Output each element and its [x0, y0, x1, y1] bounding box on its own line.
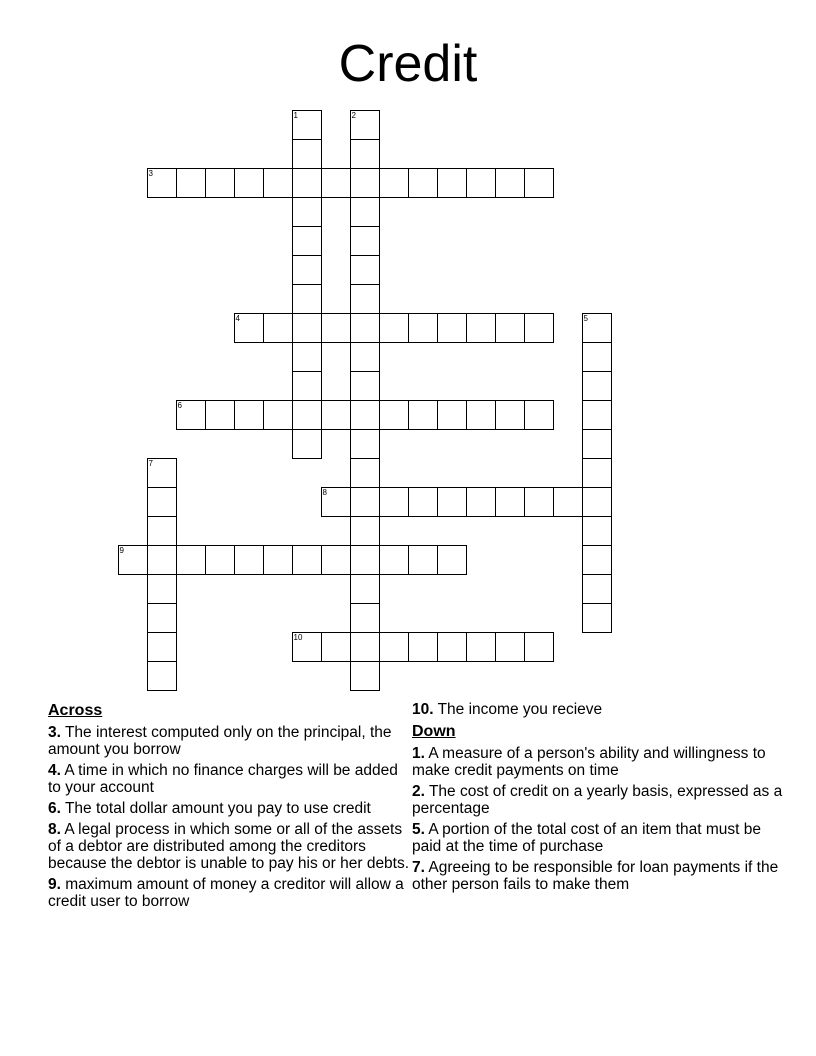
- grid-cell[interactable]: [350, 632, 380, 662]
- grid-cell[interactable]: [147, 168, 177, 198]
- grid-cell[interactable]: [408, 487, 438, 517]
- grid-cell[interactable]: [350, 487, 380, 517]
- grid-cell[interactable]: [582, 516, 612, 546]
- grid-cell[interactable]: [379, 168, 409, 198]
- grid-cell[interactable]: [582, 487, 612, 517]
- grid-cell[interactable]: [582, 603, 612, 633]
- grid-cell[interactable]: [147, 487, 177, 517]
- cell-number: 8: [322, 487, 327, 497]
- grid-cell[interactable]: [524, 313, 554, 343]
- clue-down-7: [412, 859, 784, 893]
- grid-cell[interactable]: [147, 632, 177, 662]
- grid-cell[interactable]: [292, 632, 322, 662]
- grid-cell[interactable]: [350, 313, 380, 343]
- grid-cell[interactable]: [350, 371, 380, 401]
- grid-cell[interactable]: [350, 574, 380, 604]
- grid-cell[interactable]: [234, 545, 264, 575]
- cell-number: 9: [119, 545, 124, 555]
- grid-cell[interactable]: [350, 284, 380, 314]
- grid-cell[interactable]: [350, 110, 380, 140]
- grid-cell[interactable]: [350, 545, 380, 575]
- grid-cell[interactable]: [292, 197, 322, 227]
- cell-number: 2: [351, 110, 356, 120]
- clue-text: The interest computed only on the principal, the amount you borrow: [48, 724, 392, 758]
- grid-cell[interactable]: [437, 168, 467, 198]
- across-clues: [48, 701, 410, 914]
- clue-text: A portion of the total cost of an item that must be paid at the time of purchase: [412, 821, 761, 855]
- grid-cell[interactable]: [495, 487, 525, 517]
- grid-cell[interactable]: [292, 371, 322, 401]
- clue-text: A legal process in which some or all of the assets of a debtor are distributed among the creditors because the debtor is unable to pay his or her debts.: [48, 821, 410, 872]
- grid-cell[interactable]: [350, 429, 380, 459]
- clue-down-2: [412, 783, 784, 817]
- grid-cell[interactable]: [350, 516, 380, 546]
- grid-cell[interactable]: [524, 400, 554, 430]
- grid-cell[interactable]: [292, 110, 322, 140]
- grid-cell[interactable]: [408, 400, 438, 430]
- grid-cell[interactable]: [176, 400, 206, 430]
- grid-cell[interactable]: [582, 313, 612, 343]
- clue-across-8: [48, 821, 410, 872]
- grid-cell[interactable]: [205, 168, 235, 198]
- clue-number: 3.: [48, 724, 61, 741]
- grid-cell[interactable]: [553, 487, 583, 517]
- clue-number: 2.: [412, 783, 425, 800]
- clue-number: 5.: [412, 821, 425, 838]
- grid-cell[interactable]: [350, 342, 380, 372]
- clue-number: 1.: [412, 745, 425, 762]
- grid-cell[interactable]: [495, 400, 525, 430]
- grid-cell[interactable]: [292, 429, 322, 459]
- clue-number: 9.: [48, 876, 61, 893]
- clue-number: 4.: [48, 762, 61, 779]
- grid-cell[interactable]: [524, 168, 554, 198]
- grid-cell[interactable]: [495, 632, 525, 662]
- grid-cell[interactable]: [292, 313, 322, 343]
- grid-cell[interactable]: [263, 168, 293, 198]
- grid-cell[interactable]: [495, 313, 525, 343]
- grid-cell[interactable]: [147, 603, 177, 633]
- grid-cell[interactable]: [408, 313, 438, 343]
- grid-cell[interactable]: [350, 255, 380, 285]
- grid-cell[interactable]: [350, 226, 380, 256]
- down-clues: [412, 701, 784, 897]
- grid-cell[interactable]: [582, 400, 612, 430]
- clue-text: Agreeing to be responsible for loan payments if the other person fails to make them: [412, 859, 779, 893]
- grid-cell[interactable]: [234, 400, 264, 430]
- grid-cell[interactable]: [263, 545, 293, 575]
- grid-cell[interactable]: [321, 168, 351, 198]
- grid-cell[interactable]: [408, 168, 438, 198]
- grid-cell[interactable]: [379, 400, 409, 430]
- grid-cell[interactable]: [582, 342, 612, 372]
- grid-cell[interactable]: [263, 313, 293, 343]
- grid-cell[interactable]: [379, 545, 409, 575]
- clue-text: The total dollar amount you pay to use credit: [64, 800, 371, 817]
- clue-across-4: [48, 762, 410, 796]
- grid-cell[interactable]: [263, 400, 293, 430]
- grid-cell[interactable]: [147, 458, 177, 488]
- grid-cell[interactable]: [495, 168, 525, 198]
- grid-cell[interactable]: [350, 400, 380, 430]
- grid-cell[interactable]: [292, 545, 322, 575]
- cell-number: 3: [148, 168, 153, 178]
- grid-cell[interactable]: [582, 371, 612, 401]
- clue-across-6: [48, 800, 410, 817]
- grid-cell[interactable]: [350, 168, 380, 198]
- grid-cell[interactable]: [292, 168, 322, 198]
- down-heading: Down: [412, 723, 456, 740]
- grid-cell[interactable]: [292, 342, 322, 372]
- grid-cell[interactable]: [292, 139, 322, 169]
- grid-cell[interactable]: [379, 313, 409, 343]
- grid-cell[interactable]: [466, 400, 496, 430]
- grid-cell[interactable]: [176, 168, 206, 198]
- grid-cell[interactable]: [321, 487, 351, 517]
- grid-cell[interactable]: [292, 255, 322, 285]
- grid-cell[interactable]: [524, 487, 554, 517]
- grid-cell[interactable]: [321, 632, 351, 662]
- cell-number: 7: [148, 458, 153, 468]
- clue-across-9: [48, 876, 410, 910]
- clue-text: maximum amount of money a creditor will allow a credit user to borrow: [48, 876, 404, 910]
- grid-cell[interactable]: [147, 661, 177, 691]
- grid-cell[interactable]: [321, 400, 351, 430]
- grid-cell[interactable]: [147, 574, 177, 604]
- clue-text: A measure of a person's ability and willingness to make credit payments on time: [412, 745, 766, 779]
- grid-cell[interactable]: [437, 313, 467, 343]
- clue-text: The cost of credit on a yearly basis, expressed as a percentage: [412, 783, 783, 817]
- grid-cell[interactable]: [118, 545, 148, 575]
- grid-cell[interactable]: [466, 168, 496, 198]
- grid-cell[interactable]: [437, 400, 467, 430]
- grid-cell[interactable]: [582, 458, 612, 488]
- grid-cell[interactable]: [176, 545, 206, 575]
- grid-cell[interactable]: [234, 313, 264, 343]
- grid-cell[interactable]: [234, 168, 264, 198]
- clue-across-10: [412, 701, 784, 718]
- grid-cell[interactable]: [321, 545, 351, 575]
- grid-cell[interactable]: [379, 632, 409, 662]
- cell-number: 5: [583, 313, 588, 323]
- grid-cell[interactable]: [437, 632, 467, 662]
- grid-cell[interactable]: [147, 516, 177, 546]
- clue-number: 10.: [412, 701, 434, 718]
- clue-number: 8.: [48, 821, 61, 838]
- clue-down-1: [412, 745, 784, 779]
- grid-cell[interactable]: [466, 487, 496, 517]
- grid-cell[interactable]: [292, 226, 322, 256]
- grid-cell[interactable]: [350, 139, 380, 169]
- clue-down-5: [412, 821, 784, 855]
- grid-cell[interactable]: [205, 545, 235, 575]
- grid-cell[interactable]: [292, 284, 322, 314]
- grid-cell[interactable]: [350, 458, 380, 488]
- clue-number: 6.: [48, 800, 61, 817]
- clue-text: The income you recieve: [437, 701, 603, 718]
- cell-number: 1: [293, 110, 298, 120]
- grid-cell[interactable]: [350, 661, 380, 691]
- grid-cell[interactable]: [350, 197, 380, 227]
- clue-text: A time in which no finance charges will be added to your account: [48, 762, 398, 796]
- across-heading: Across: [48, 702, 103, 719]
- grid-cell[interactable]: [466, 632, 496, 662]
- grid-cell[interactable]: [582, 574, 612, 604]
- grid-cell[interactable]: [321, 313, 351, 343]
- cell-number: 4: [235, 313, 240, 323]
- cell-number: 6: [177, 400, 182, 410]
- page-title: Credit: [338, 35, 478, 93]
- clue-across-3: [48, 724, 410, 758]
- grid-cell[interactable]: [437, 545, 467, 575]
- grid-cell[interactable]: [466, 313, 496, 343]
- grid-cell[interactable]: [408, 632, 438, 662]
- grid-cell[interactable]: [582, 545, 612, 575]
- cell-number: 10: [293, 632, 303, 642]
- clue-number: 7.: [412, 859, 425, 876]
- grid-cell[interactable]: [437, 487, 467, 517]
- grid-cell[interactable]: [582, 429, 612, 459]
- grid-cell[interactable]: [524, 632, 554, 662]
- grid-cell[interactable]: [379, 487, 409, 517]
- grid-cell[interactable]: [408, 545, 438, 575]
- grid-cell[interactable]: [292, 400, 322, 430]
- grid-cell[interactable]: [205, 400, 235, 430]
- grid-cell[interactable]: [147, 545, 177, 575]
- grid-cell[interactable]: [350, 603, 380, 633]
